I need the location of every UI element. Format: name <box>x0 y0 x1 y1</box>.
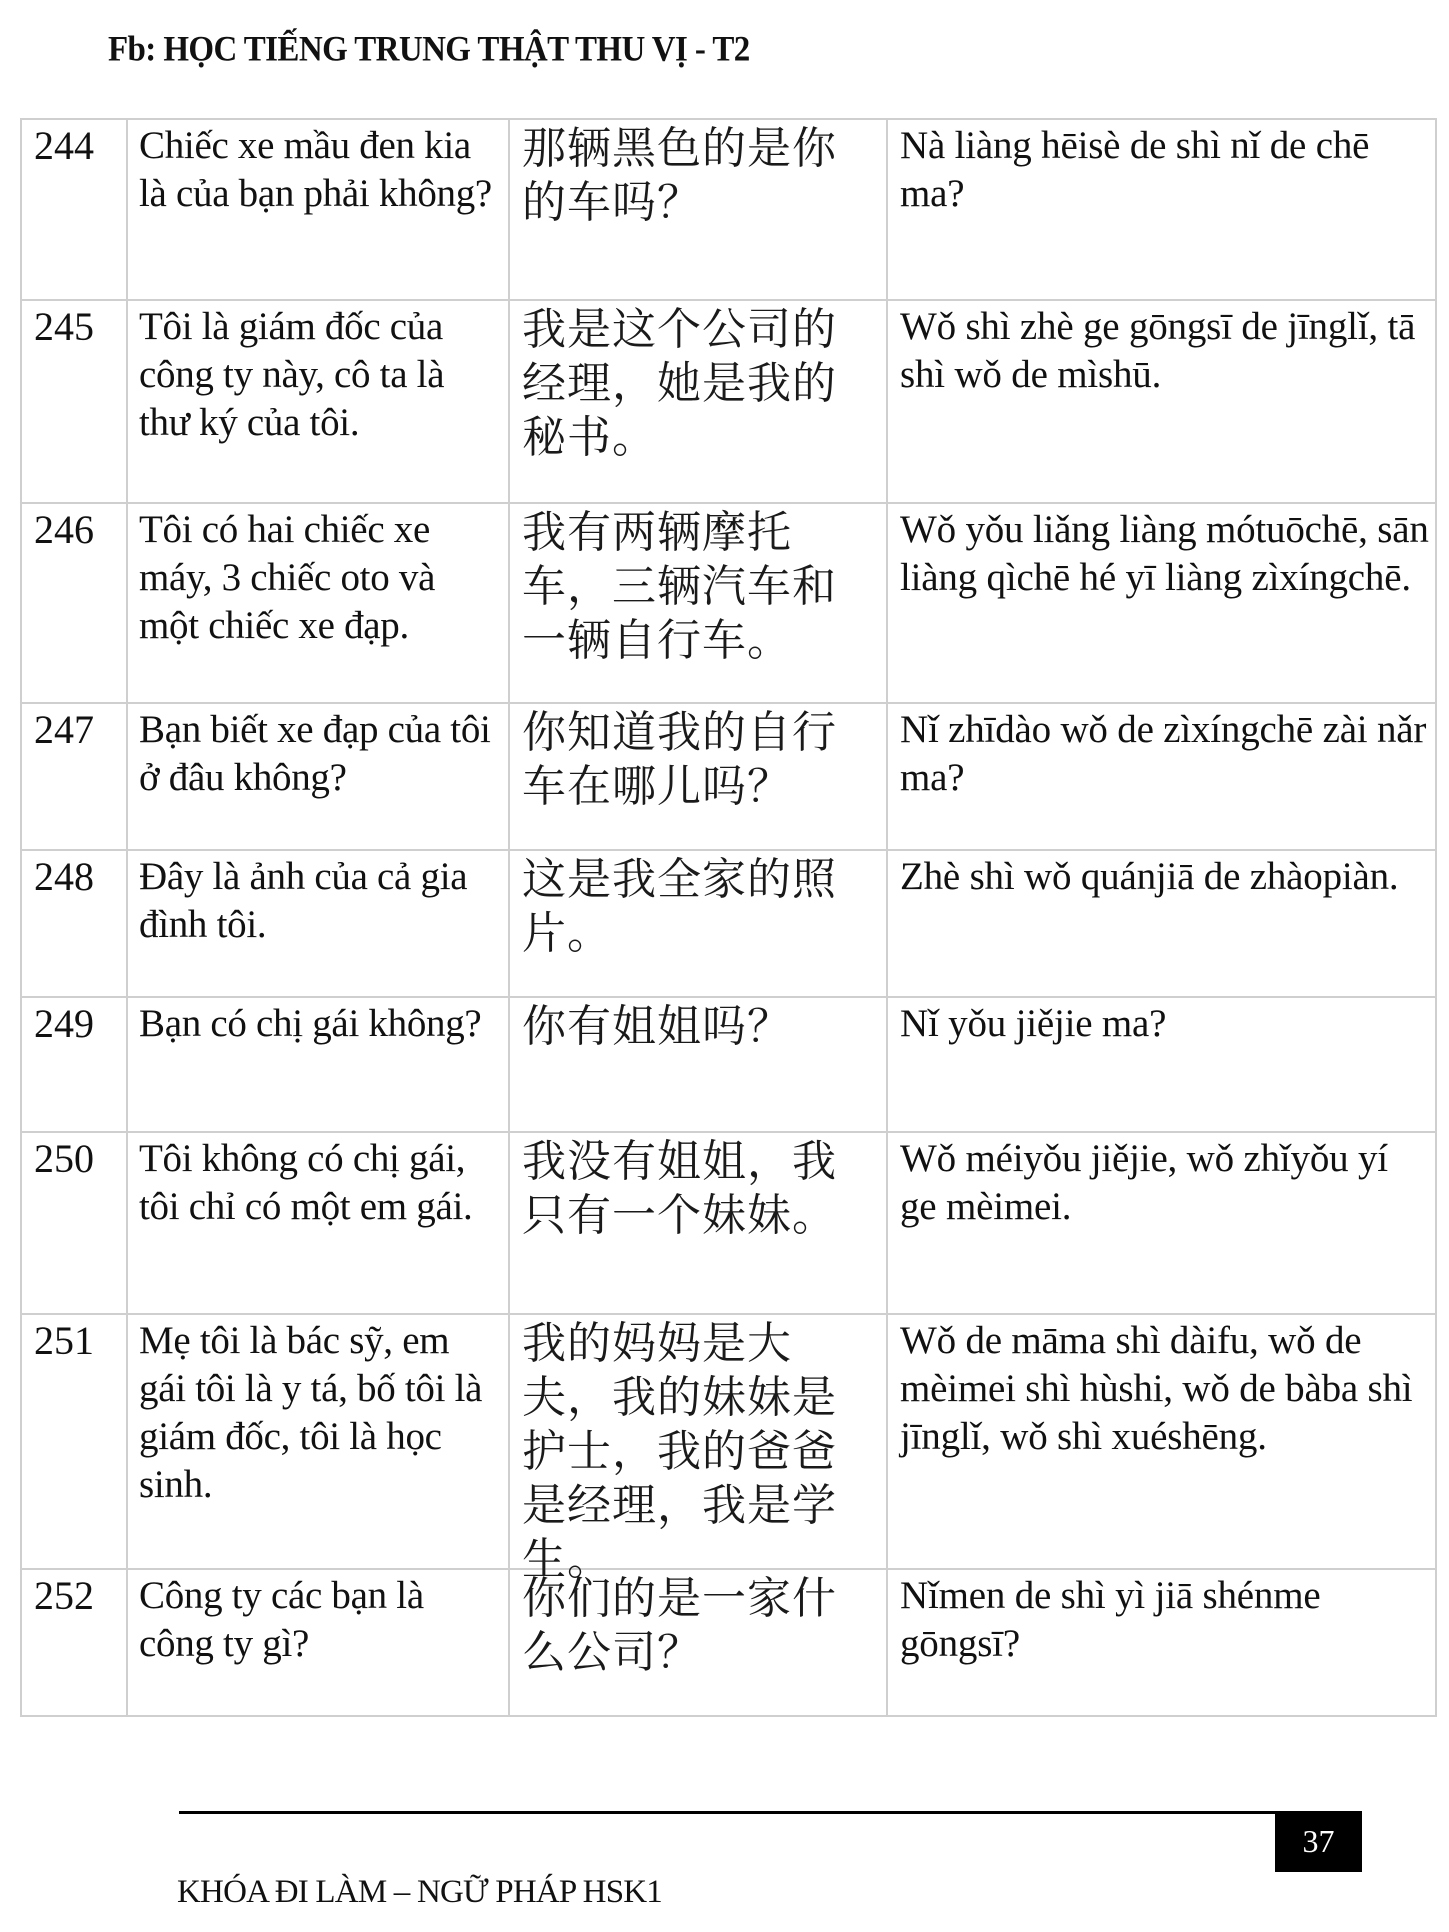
row-number: 244 <box>22 120 128 299</box>
pinyin-text: Nǐmen de shì yì jiā shénme gōngsī? <box>888 1570 1437 1715</box>
pinyin-text: Nǐ yǒu jiějie ma? <box>888 998 1437 1131</box>
row-number: 248 <box>22 851 128 996</box>
pinyin-text: Nà liàng hēisè de shì nǐ de chē ma? <box>888 120 1437 299</box>
chinese-text: 我有两辆摩托车，三辆汽车和一辆自行车。 <box>510 504 888 702</box>
row-number: 249 <box>22 998 128 1131</box>
row-number: 245 <box>22 301 128 502</box>
vietnamese-text: Chiếc xe mầu đen kia là của bạn phải không? <box>128 120 510 299</box>
table-row <box>22 301 1437 504</box>
table-row <box>22 998 1437 1133</box>
table-row <box>22 504 1437 704</box>
table-row <box>22 120 1437 301</box>
chinese-text: 这是我全家的照片。 <box>510 851 888 996</box>
chinese-text: 我的妈妈是大夫，我的妹妹是护士，我的爸爸是经理，我是学生。 <box>510 1315 888 1568</box>
pinyin-text: Zhè shì wǒ quánjiā de zhàopiàn. <box>888 851 1437 996</box>
table-row <box>22 1133 1437 1315</box>
vietnamese-text: Tôi là giám đốc của công ty này, cô ta là thư ký của tôi. <box>128 301 510 502</box>
phrase-table <box>20 118 1437 1717</box>
table-row <box>22 1315 1437 1585</box>
footer-course-title: KHÓA ĐI LÀM – NGỮ PHÁP HSK1 <box>177 1874 662 1910</box>
pinyin-text: Wǒ de māma shì dàifu, wǒ de mèimei shì hùshi, wǒ de bàba shì jīnglǐ, wǒ shì xuéshēng. <box>888 1315 1437 1568</box>
row-number: 251 <box>22 1315 128 1568</box>
vietnamese-text: Tôi có hai chiếc xe máy, 3 chiếc oto và một chiếc xe đạp. <box>128 504 510 702</box>
row-number: 250 <box>22 1133 128 1313</box>
vietnamese-text: Bạn biết xe đạp của tôi ở đâu không? <box>128 704 510 849</box>
chinese-text: 那辆黑色的是你的车吗？ <box>510 120 888 299</box>
table-row <box>22 851 1437 998</box>
vietnamese-text: Bạn có chị gái không? <box>128 998 510 1131</box>
vietnamese-text: Công ty các bạn là công ty gì? <box>128 1570 510 1715</box>
chinese-text: 你有姐姐吗？ <box>510 998 888 1131</box>
pinyin-text: Wǒ yǒu liǎng liàng mótuōchē, sān liàng qìchē hé yī liàng zìxíngchē. <box>888 504 1437 702</box>
page-header-title: Fb: HỌC TIẾNG TRUNG THẬT THU VỊ - T2 <box>108 30 750 70</box>
pinyin-text: Wǒ shì zhè ge gōngsī de jīnglǐ, tā shì wǒ de mìshū. <box>888 301 1437 502</box>
footer-rule <box>179 1811 1276 1814</box>
table-row <box>22 704 1437 851</box>
page-number: 37 <box>1275 1811 1362 1872</box>
chinese-text: 你知道我的自行车在哪儿吗？ <box>510 704 888 849</box>
chinese-text: 我没有姐姐，我只有一个妹妹。 <box>510 1133 888 1313</box>
row-number: 247 <box>22 704 128 849</box>
pinyin-text: Nǐ zhīdào wǒ de zìxíngchē zài nǎr ma? <box>888 704 1437 849</box>
row-number: 246 <box>22 504 128 702</box>
vietnamese-text: Tôi không có chị gái, tôi chỉ có một em gái. <box>128 1133 510 1313</box>
table-row <box>22 1570 1437 1717</box>
vietnamese-text: Đây là ảnh của cả gia đình tôi. <box>128 851 510 996</box>
pinyin-text: Wǒ méiyǒu jiějie, wǒ zhǐyǒu yí ge mèimei. <box>888 1133 1437 1313</box>
chinese-text: 我是这个公司的经理，她是我的秘书。 <box>510 301 888 502</box>
vietnamese-text: Mẹ tôi là bác sỹ, em gái tôi là y tá, bố tôi là giám đốc, tôi là học sinh. <box>128 1315 510 1568</box>
chinese-text: 你们的是一家什么公司？ <box>510 1570 888 1715</box>
row-number: 252 <box>22 1570 128 1715</box>
